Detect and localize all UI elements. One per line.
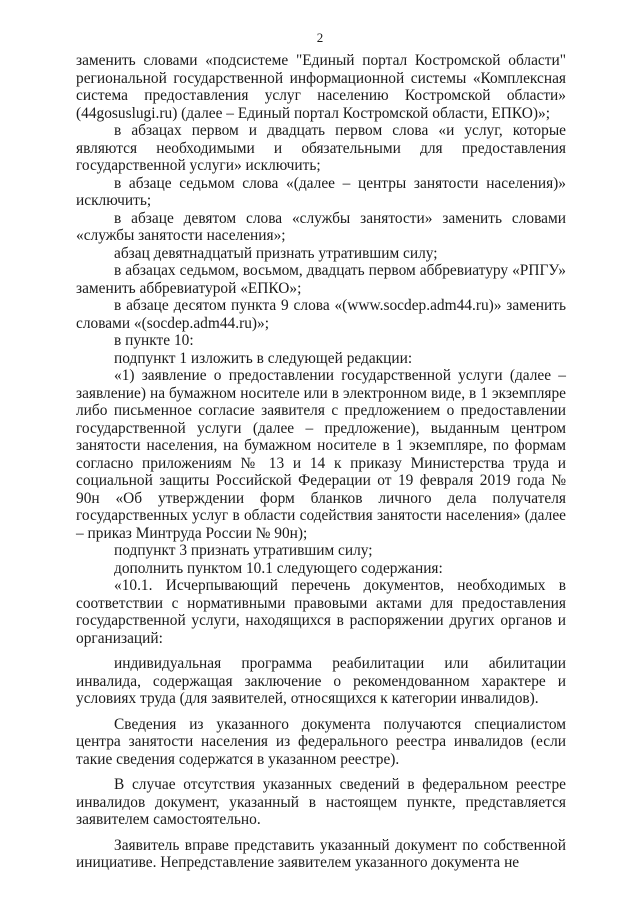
paragraph: заменить словами «подсистеме "Единый портал Костромской области" региональной государственной информационной системы «Комплексная система предоставления услуг населению Костромской области» (44gosuslugi.ru) (далее – Единый портал Костромской области, ЕПКО)»; [76, 52, 566, 122]
paragraph: в абзаце девятом слова «службы занятости» заменить словами «службы занятости населения»; [76, 209, 566, 244]
paragraph: В случае отсутствия указанных сведений в федеральном реестре инвалидов документ, указанный в настоящем пункте, представляется заявителем самостоятельно. [76, 776, 566, 828]
paragraph: Сведения из указанного документа получаются специалистом центра занятости населения из федерального реестра инвалидов (если такие сведения содержатся в указанном реестре). [76, 715, 566, 768]
paragraph: «10.1. Исчерпывающий перечень документов, необходимых в соответствии с нормативными правовыми актами для предоставления государственной услуги, находящихся в распоряжении других органов и организаций: [76, 577, 566, 647]
paragraph: в пункте 10: [114, 332, 194, 349]
document-body [76, 52, 566, 872]
paragraph: «1) заявление о предоставлении государственной услуги (далее – заявление) на бумажном носителе или в электронном виде, в 1 экземпляре либо письменное согласие заявителя с предложением о предоставлении государственной услуги (далее – предложение), выданным центром занятости населения, на бумажном носителе в 1 экземпляре, по формам согласно приложениям № 13 и 14 к приказу Министерства труда и социальной защиты Российской Федерации от 19 февраля 2019 года № 90н «Об утверждении форм бланков личного дела получателя государственных услуг в области содействия занятости населения» (далее – приказ Минтруда России № 90н); [76, 367, 566, 542]
paragraph: в абзаце десятом пункта 9 слова «(www.socdep.adm44.ru)» заменить словами «(socdep.adm44.ru)»; [76, 297, 566, 332]
paragraph: индивидуальная программа реабилитации или абилитации инвалида, содержащая заключение о рекомендованном характере и условиях труда (для заявителей, относящихся к категории инвалидов). [76, 655, 566, 707]
paragraph: Заявитель вправе представить указанный документ по собственной инициативе. Непредставление заявителем указанного документа не [76, 836, 566, 871]
page-number: 2 [316, 30, 324, 45]
paragraph: подпункт 1 изложить в следующей редакции: [114, 349, 413, 367]
paragraph: подпункт 3 признать утратившим силу; [114, 542, 373, 559]
paragraph: в абзацах первом и двадцать первом слова «и услуг, которые являются необходимыми и обязательными для предоставления государственной услуги» исключить; [76, 122, 566, 174]
paragraph: в абзацах седьмом, восьмом, двадцать первом аббревиатуру «РПГУ» заменить аббревиатурой «ЕПКО»; [76, 262, 566, 297]
paragraph: дополнить пунктом 10.1 следующего содержания: [114, 559, 443, 577]
paragraph: абзац девятнадцатый признать утратившим силу; [114, 244, 438, 262]
paragraph: в абзаце седьмом слова «(далее – центры занятости населения)» исключить; [76, 174, 566, 209]
